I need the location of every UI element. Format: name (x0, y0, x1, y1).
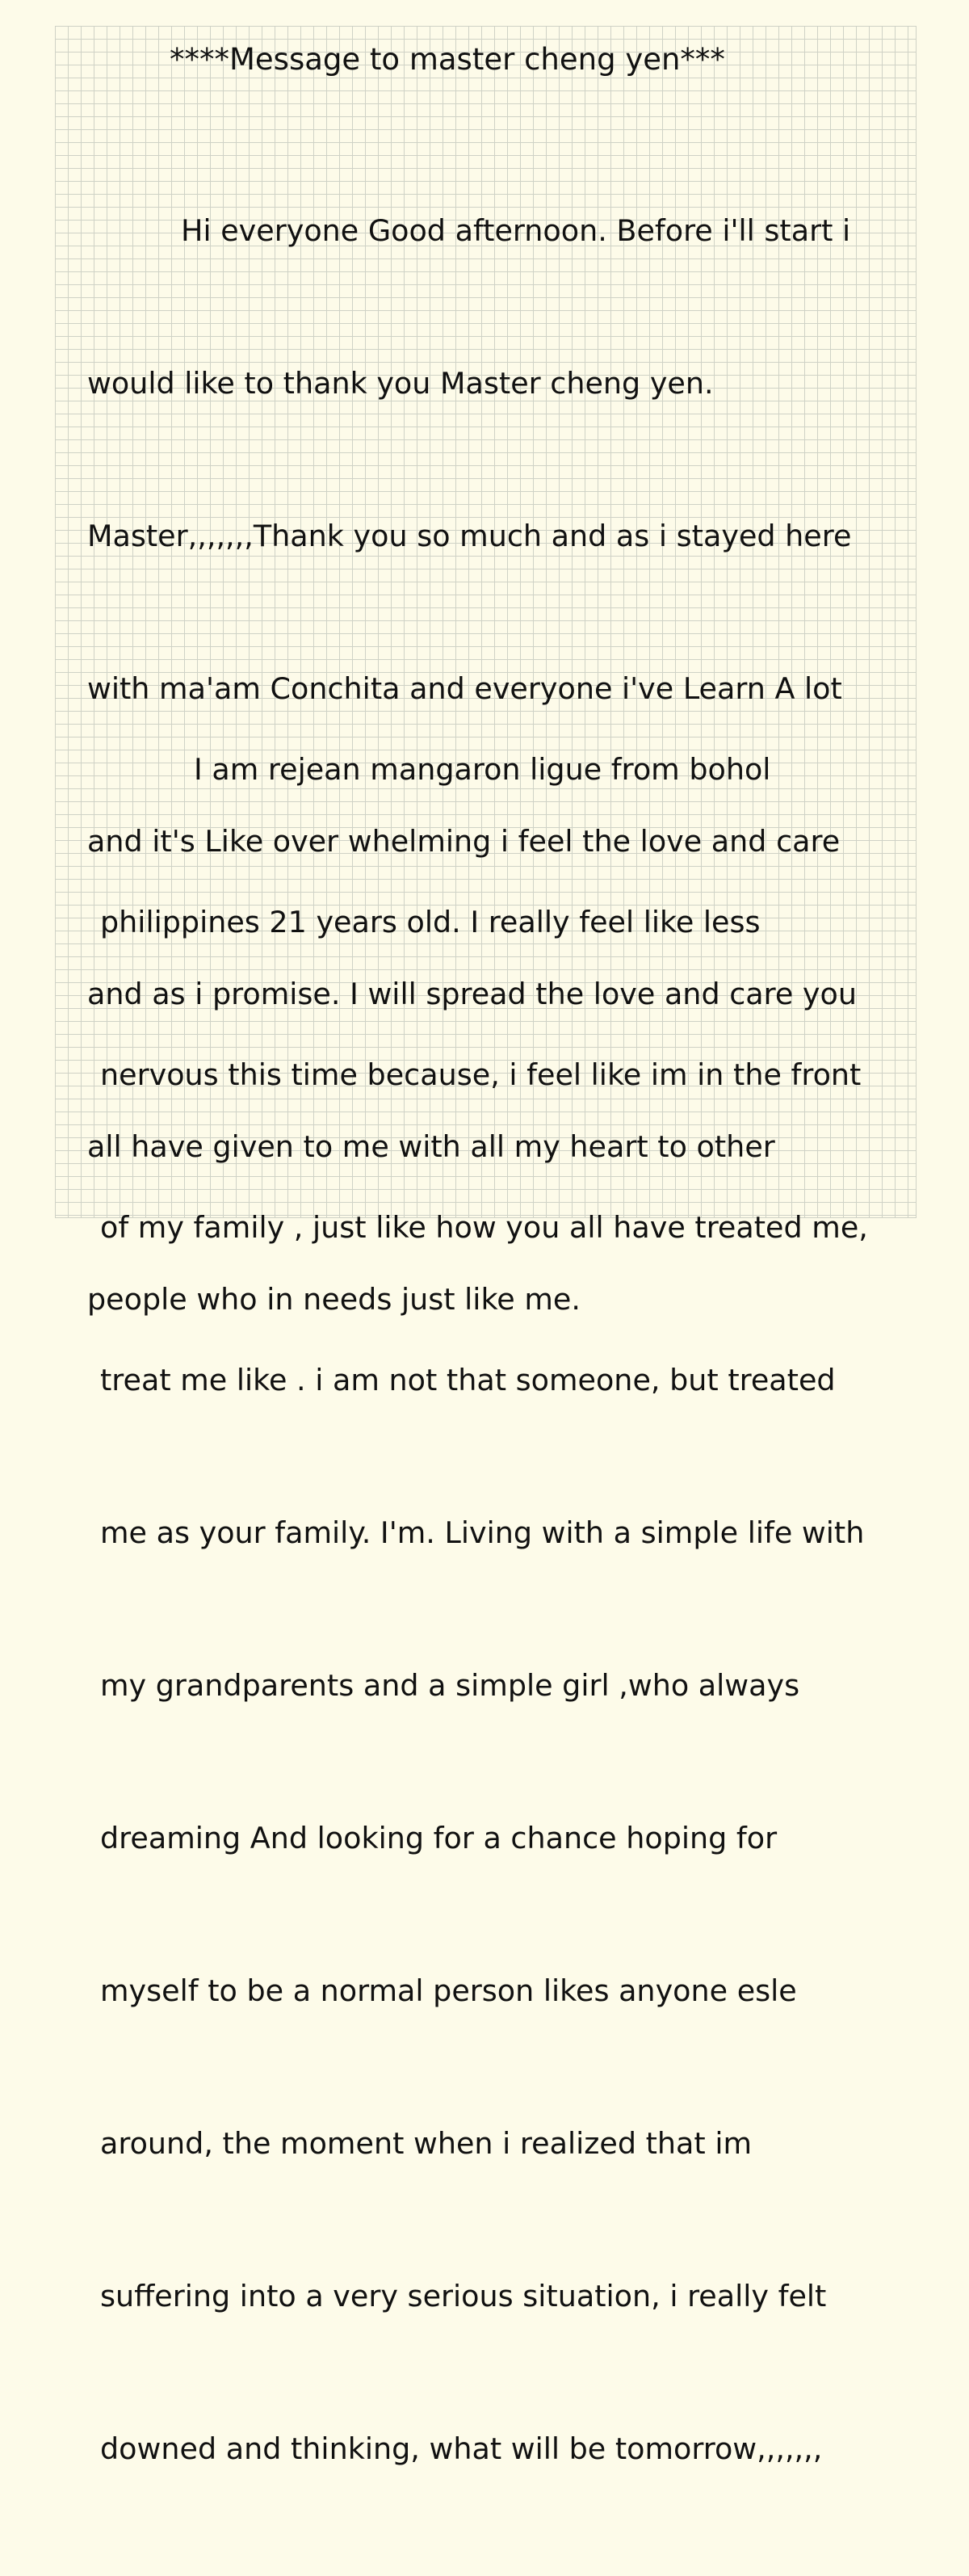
paragraph-1-line: with ma'am Conchita and everyone i've Learn A lot (87, 671, 842, 706)
paragraph-1-line: people who in needs just like me. (87, 1282, 581, 1317)
paragraph-2-line: me as your family. I'm. Living with a simple life with (100, 1515, 865, 1550)
paragraph-2-line: around, the moment when i realized that im (100, 2126, 753, 2161)
paragraph-2 (100, 642, 868, 2576)
paragraph-1-line: Master,,,,,,,Thank you so much and as i stayed here (87, 519, 852, 553)
paragraph-1-line: all have given to me with all my heart to other (87, 1129, 775, 1164)
paragraph-1-line: and as i promise. I will spread the love and care you (87, 977, 857, 1011)
paragraph-2-line: of my family , just like how you all have treated me, (100, 1210, 868, 1245)
message-title: ****Message to master cheng yen*** (170, 42, 725, 77)
paragraph-2-line: myself to be a normal person likes anyone esle (100, 1973, 797, 2008)
paragraph-2-line: nervous this time because, i feel like im in the front (100, 1057, 862, 1092)
paragraph-2-line: treat me like . i am not that someone, but treated (100, 1363, 836, 1397)
paragraph-2-line: suffering into a very serious situation, i really felt (100, 2279, 827, 2313)
paragraph-2-line: my grandparents and a simple girl ,who always (100, 1668, 800, 1703)
paragraph-2-line: downed and thinking, what will be tomorrow,,,,,,, (100, 2431, 823, 2466)
paragraph-1-line: Hi everyone Good afternoon. Before i'll start i (87, 213, 851, 248)
paragraph-2-line: philippines 21 years old. I really feel like less (100, 905, 761, 939)
paragraph-2-line: dreaming And looking for a chance hoping for (100, 1821, 778, 1855)
paragraph-1-line: and it's Like over whelming i feel the love and care (87, 824, 841, 859)
paragraph-1-line: would like to thank you Master cheng yen. (87, 366, 714, 401)
paragraph-2-line: I am rejean mangaron ligue from bohol (100, 752, 771, 787)
